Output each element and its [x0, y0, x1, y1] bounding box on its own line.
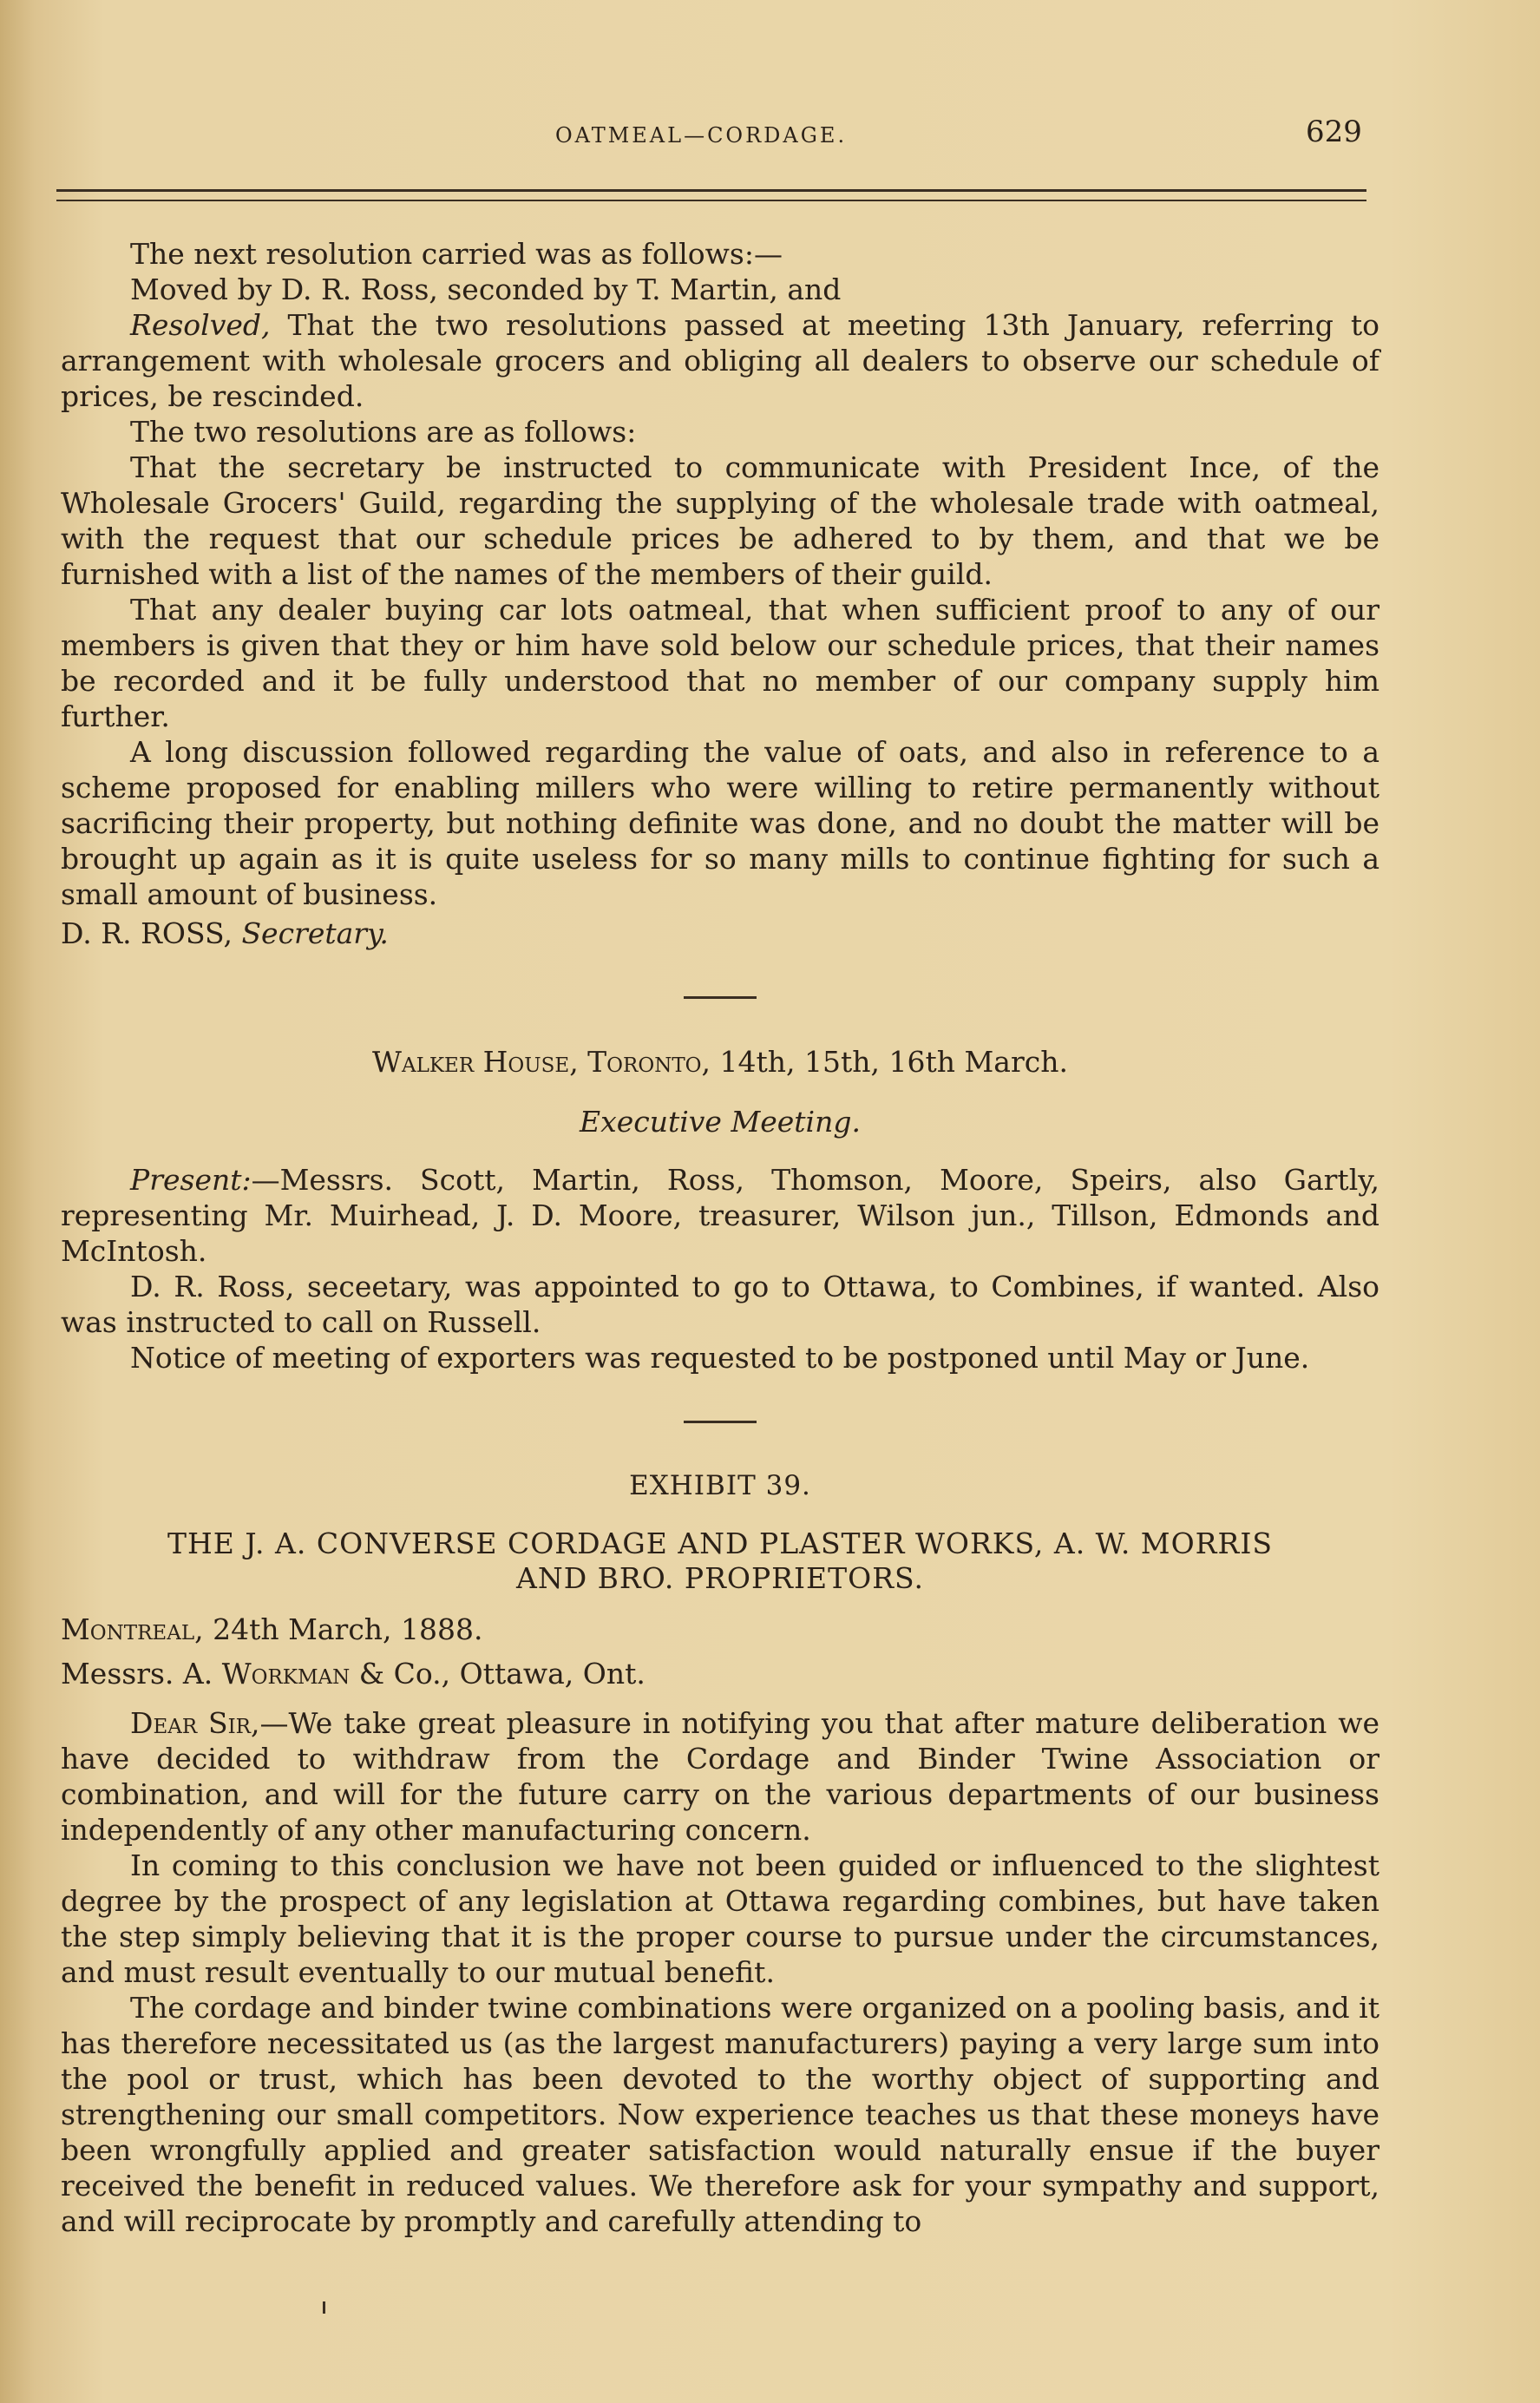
- paragraph: Moved by D. R. Ross, seconded by T. Martin, and: [130, 272, 842, 306]
- section-divider: [684, 1421, 757, 1423]
- paragraph: Notice of meeting of exporters was requested to be postponed until May or June.: [130, 1341, 1310, 1375]
- venue: Walker House, Toronto,: [372, 1045, 711, 1079]
- company-heading-line2: AND BRO. PROPRIETORS.: [516, 1561, 924, 1595]
- signature-name: D. R. ROSS,: [61, 916, 233, 950]
- paragraph: [61, 1705, 1379, 1848]
- paragraph: [61, 1162, 1379, 1269]
- addressee: [61, 1656, 1379, 1691]
- page-number: 629: [1306, 115, 1362, 149]
- paragraph-text: That the two resolutions passed at meeting 13th January, referring to arrangement with wholesale grocers and obliging all dealers to observe our schedule of prices, be rescinded.: [61, 308, 1379, 413]
- ink-mark: [323, 2301, 325, 2314]
- addressee-suffix: & Co., Ottawa, Ont.: [350, 1657, 645, 1691]
- paragraph-text: —Messrs. Scott, Martin, Ross, Thomson, Moore, Speirs, also Gartly, representing Mr. Muirhead, J. D. Moore, treasurer, Wilson jun., Tillson, Edmonds and McIntosh.: [61, 1163, 1379, 1268]
- exhibit-heading: EXHIBIT 39.: [629, 1470, 811, 1501]
- section-divider: [684, 996, 757, 999]
- signature: [61, 916, 1327, 951]
- paragraph: [61, 307, 1379, 414]
- paragraph: The next resolution carried was as follows:—: [130, 237, 783, 271]
- dateline-place: Montreal,: [61, 1612, 204, 1646]
- running-head: OATMEAL—CORDAGE.: [555, 123, 848, 148]
- addressee-name: Workman: [221, 1657, 351, 1691]
- meeting-dates: 14th, 15th, 16th March.: [711, 1045, 1068, 1079]
- addressee-prefix: Messrs. A.: [61, 1657, 222, 1691]
- paragraph: The cordage and binder twine combinations were organized on a pooling basis, and it has therefore necessitated us (as the largest manufacturers) paying a very large sum into the pool or trust, which has been devoted to the worthy object of supporting and strengthening our small competitors. Now experience teaches us that these moneys have been wrongfully applied and greater satisfaction would naturally ensue if the buyer received the benefit in reduced values. We therefore ask for your sympathy and support, and will reciprocate by promptly and carefully attending to: [61, 1991, 1379, 2238]
- signature-title: Secretary.: [241, 916, 389, 950]
- paragraph: D. R. Ross, seceetary, was appointed to go to Ottawa, to Combines, if wanted. Also was instructed to call on Russell.: [61, 1270, 1379, 1339]
- paragraph: In coming to this conclusion we have not been guided or influenced to the slightest degree by the prospect of any legislation at Ottawa regarding combines, but have taken the step simply believing that it is the proper course to pursue under the circumstances, and must result eventually to our mutual benefit.: [61, 1848, 1379, 1989]
- page-header: [0, 115, 1540, 167]
- salutation: Dear Sir,: [130, 1706, 260, 1740]
- paragraph: The two resolutions are as follows:: [130, 415, 637, 449]
- company-heading-line1: THE J. A. CONVERSE CORDAGE AND PLASTER WORKS, A. W. MORRIS: [167, 1526, 1273, 1560]
- resolved-lead: Resolved,: [130, 308, 271, 342]
- page-body: [61, 236, 1379, 2239]
- paragraph: A long discussion followed regarding the value of oats, and also in reference to a scheme proposed for enabling millers who were willing to retire permanently without sacrificing their property, but nothing definite was done, and no doubt the matter will be brought up again as it is quite useless for so many mills to continue fighting for such a small amount of business.: [61, 735, 1379, 911]
- meeting-title: Executive Meeting.: [580, 1105, 861, 1139]
- paragraph: That any dealer buying car lots oatmeal, that when sufficient proof to any of our members is given that they or him have sold below our schedule prices, that their names be recorded and it be fully understood that no member of our company supply him further.: [61, 593, 1379, 733]
- dateline-date: 24th March, 1888.: [203, 1612, 483, 1646]
- present-lead: Present:: [130, 1163, 252, 1197]
- dateline: [61, 1612, 1310, 1647]
- header-rule: [56, 189, 1366, 192]
- header-rule-double: [56, 200, 1366, 201]
- paragraph-text: —We take great pleasure in notifying you that after mature deliberation we have decided to withdraw from the Cordage and Binder Twine Association or combination, and will for the future carry on the various departments of our business independently of any other manufacturing concern.: [61, 1706, 1379, 1847]
- meeting-venue: [61, 1044, 1379, 1080]
- paragraph: That the secretary be instructed to communicate with President Ince, of the Wholesale Grocers' Guild, regarding the supplying of the wholesale trade with oatmeal, with the request that our schedule prices be adhered to by them, and that we be furnished with a list of the names of the members of their guild.: [61, 450, 1379, 591]
